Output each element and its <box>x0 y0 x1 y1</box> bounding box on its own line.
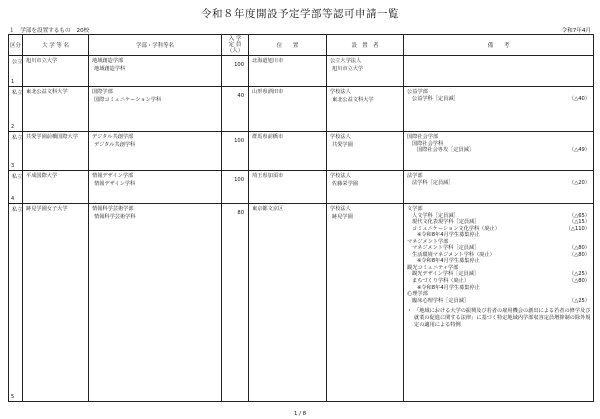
department-name: 地域創造学科 <box>94 66 126 73</box>
kubun-text: 私立 <box>12 135 23 141</box>
header-teiin-line1: 入 学 <box>228 36 242 42</box>
cell-setchisha <box>327 87 404 132</box>
remark-text: 法学部 <box>407 173 423 179</box>
remark-value: （△49） <box>569 147 590 154</box>
remark-note <box>404 308 593 329</box>
capacity-value: 100 <box>234 138 244 144</box>
remark-value: （△80） <box>569 278 590 285</box>
cell-ichi <box>249 132 327 171</box>
location: 群馬県前橋市 <box>252 134 284 140</box>
cell-biko <box>404 56 594 87</box>
remark-text: 心理学部 <box>407 291 428 298</box>
cell-gakubu <box>89 132 222 171</box>
remark-text: ※令和8年4月学生募集停止 <box>417 284 480 291</box>
remark-line <box>404 180 593 187</box>
row-number: 2 <box>11 124 15 130</box>
note-text: 「地域における大学の振興及び若者の雇用機会の創出による若者の修学及び就業の促進に関する法律」に基づく特定地域内学部収容定員増抑制の除外規定の適用による特例 <box>414 308 591 329</box>
remark-text: 臨床心理学科［定員減］ <box>412 297 470 304</box>
page-number: 1 / 8 <box>293 411 307 417</box>
cell-kubun <box>9 171 23 204</box>
remark-value: （△15） <box>569 219 590 226</box>
header-teiin <box>222 35 249 56</box>
header-ichi: 位 置 <box>249 35 327 56</box>
remark-text: 法学科［定員減］ <box>412 179 454 186</box>
cell-daigaku <box>23 204 89 402</box>
table-row <box>9 171 594 204</box>
table-row <box>9 204 594 402</box>
founder-name: 跡見学園 <box>332 214 353 221</box>
cell-teiin <box>222 132 249 171</box>
cell-daigaku <box>23 87 89 132</box>
header-teiin-line3: （人） <box>226 48 244 54</box>
founder-type: 学校法人 <box>330 134 351 140</box>
cell-kubun <box>9 87 23 132</box>
department-name: 国際コミュニケーション学科 <box>94 97 162 104</box>
remark-text: 観光デザイン学科［定員減］ <box>412 271 480 278</box>
table-row <box>9 132 594 171</box>
department-name: デジタル共創学科 <box>94 142 136 149</box>
location: 東京都文京区 <box>252 206 284 212</box>
document-title: 令和８年度開設予定学部等認可申請一覧 <box>201 8 399 20</box>
remark-value: （△20） <box>569 179 590 186</box>
document-date: 令和7年4月 <box>561 28 591 34</box>
remark-text: コミュニケーション文化学科（廃止） <box>412 225 500 232</box>
university-name: 旭川市立大学 <box>26 58 58 64</box>
cell-gakubu <box>89 171 222 204</box>
founder-type: 学校法人 <box>330 173 351 179</box>
founder-name: 共愛学園 <box>332 142 353 149</box>
note-bullet: ・ <box>407 308 413 315</box>
kubun-text: 私立 <box>12 174 23 180</box>
remark-value: （△25） <box>569 271 590 278</box>
cell-teiin <box>222 204 249 402</box>
remark-text: ※令和8年4月学生募集停止 <box>417 232 480 239</box>
cell-setchisha <box>327 132 404 171</box>
cell-biko <box>404 204 594 402</box>
remark-text: マネジメント学部 <box>407 238 449 245</box>
section-subtitle <box>9 26 89 34</box>
remark-text: 観光コミュニティ学部 <box>407 264 459 271</box>
header-setchisha: 設 置 者 <box>327 35 404 56</box>
faculty-name: 情報デザイン学部 <box>92 173 134 179</box>
cell-daigaku <box>23 56 89 87</box>
faculty-name: 情報科学芸術学部 <box>92 206 134 212</box>
cell-teiin <box>222 56 249 87</box>
cell-kubun <box>9 204 23 402</box>
table-row <box>9 56 594 87</box>
capacity-value: 80 <box>237 210 244 216</box>
department-name: 情報デザイン学科 <box>94 181 136 188</box>
cell-teiin <box>222 87 249 132</box>
location: 埼玉県加須市 <box>252 173 284 179</box>
remark-text: まちづくり学科（廃止） <box>412 278 470 285</box>
founder-type: 公立大学法人 <box>330 58 362 64</box>
cell-daigaku <box>23 171 89 204</box>
founder-type: 学校法人 <box>330 206 351 212</box>
section-label: １ 学部を設置するもの <box>9 28 71 34</box>
cell-ichi <box>249 56 327 87</box>
remark-text: 国際社会学科 <box>412 140 444 147</box>
university-name: 跡見学園女子大学 <box>26 206 68 212</box>
remark-text: 国際社会学部 <box>407 134 439 140</box>
row-number: 3 <box>11 163 15 169</box>
remark-text: 人文学科［定員減］ <box>412 212 459 219</box>
capacity-value: 100 <box>234 62 244 68</box>
header-teiin-line2: 定 員 <box>228 42 242 48</box>
remark-text: 文学部 <box>407 206 423 212</box>
founder-name: 東北公益文科大学 <box>332 97 374 104</box>
capacity-value: 100 <box>234 177 244 183</box>
remark-text: 生活環境マネジメント学科（廃止） <box>412 251 495 258</box>
cell-teiin <box>222 171 249 204</box>
row-number: 5 <box>11 394 15 400</box>
founder-name: 旭川市立大学 <box>332 66 364 73</box>
remark-text: マネジメント学科［定員減］ <box>412 245 480 252</box>
location: 山形県酒田市 <box>252 89 284 95</box>
remark-value: （△110） <box>565 225 590 232</box>
university-name: 平成国際大学 <box>26 173 58 179</box>
department-name: 情報科学芸術学科 <box>94 214 136 221</box>
remark-text: 公益学科［定員減］ <box>412 95 459 102</box>
cell-gakubu <box>89 56 222 87</box>
university-name: 共愛学園前橋国際大学 <box>26 134 78 140</box>
cell-kubun <box>9 132 23 171</box>
cell-ichi <box>249 87 327 132</box>
cell-ichi <box>249 204 327 402</box>
remark-value: （△25） <box>569 297 590 304</box>
cell-biko <box>404 171 594 204</box>
school-count: 20校 <box>76 28 90 34</box>
remark-line <box>404 298 593 305</box>
cell-kubun <box>9 56 23 87</box>
remark-value: （△40） <box>569 95 590 102</box>
remark-text: 公益学部 <box>407 89 428 95</box>
row-number: 1 <box>11 79 15 85</box>
cell-daigaku <box>23 132 89 171</box>
cell-gakubu <box>89 87 222 132</box>
kubun-text: 私立 <box>12 207 23 213</box>
remark-text: 国際社会専攻［定員減］ <box>417 147 475 154</box>
cell-ichi <box>249 171 327 204</box>
kubun-text: 公立 <box>12 59 23 65</box>
capacity-value: 40 <box>237 93 244 99</box>
remark-value: （△80） <box>569 245 590 252</box>
kubun-text: 私立 <box>12 90 23 96</box>
cell-setchisha <box>327 56 404 87</box>
table-row <box>9 87 594 132</box>
header-row <box>9 35 594 56</box>
remark-text: ※令和8年4月学生募集停止 <box>417 258 480 265</box>
remark-line <box>404 147 593 154</box>
remark-line <box>404 96 593 103</box>
cell-biko <box>404 132 594 171</box>
remark-value: （△80） <box>569 251 590 258</box>
faculty-name: デジタル共創学部 <box>92 134 134 140</box>
university-name: 東北公益文科大学 <box>26 89 68 95</box>
founder-type: 学校法人 <box>330 89 351 95</box>
faculty-name: 国際学部 <box>92 89 113 95</box>
row-number: 4 <box>11 196 15 202</box>
header-daigaku: 大 学 等 名 <box>23 35 89 56</box>
header-gakubu: 学部・学科等名 <box>89 35 222 56</box>
remark-value: （△65） <box>569 212 590 219</box>
faculty-name: 地域創造学部 <box>92 58 124 64</box>
application-table <box>8 34 594 402</box>
cell-setchisha <box>327 204 404 402</box>
founder-name: 佐藤栄学園 <box>332 181 358 188</box>
cell-biko <box>404 87 594 132</box>
location: 北海道旭川市 <box>252 58 284 64</box>
cell-setchisha <box>327 171 404 204</box>
header-biko: 備 考 <box>404 35 594 56</box>
cell-gakubu <box>89 204 222 402</box>
header-kubun: 区分 <box>9 35 23 56</box>
remark-text: 現代文化表現学科［定員減］ <box>412 219 480 226</box>
